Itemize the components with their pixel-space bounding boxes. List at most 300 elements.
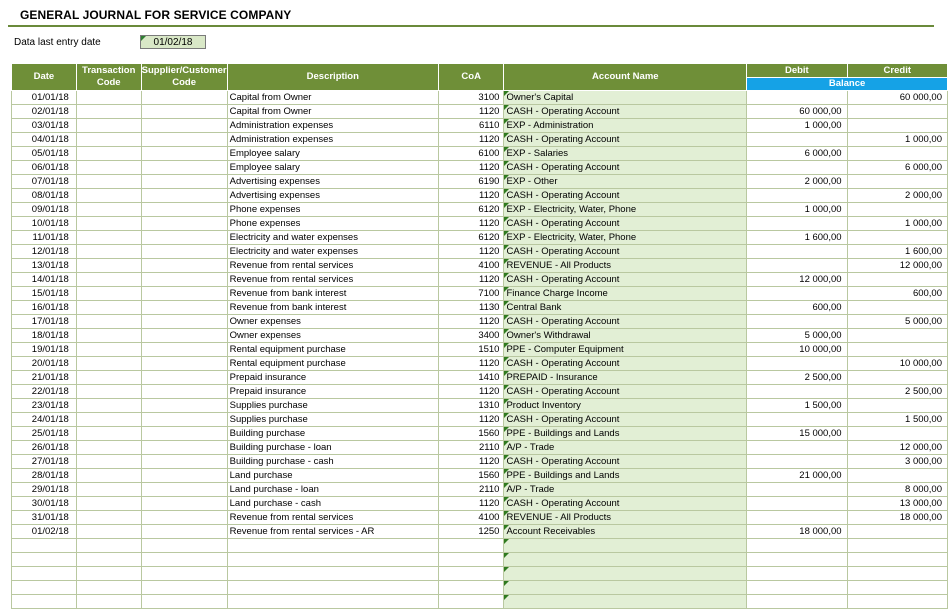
account-name-cell[interactable] — [504, 427, 747, 441]
credit-cell[interactable] — [847, 175, 947, 189]
coa-cell[interactable]: 1250 — [438, 525, 504, 539]
credit-cell[interactable] — [847, 399, 947, 413]
header-debit[interactable]: Debit — [747, 64, 847, 78]
account-name-cell[interactable] — [504, 217, 747, 231]
account-name-cell[interactable] — [504, 175, 747, 189]
supplier-code-cell[interactable] — [141, 273, 227, 287]
credit-cell[interactable]: 18 000,00 — [847, 511, 947, 525]
supplier-code-cell[interactable] — [141, 189, 227, 203]
account-name-cell[interactable] — [504, 595, 747, 609]
description-cell[interactable]: Revenue from rental services — [227, 273, 438, 287]
transaction-code-cell[interactable] — [76, 119, 141, 133]
credit-cell[interactable] — [847, 581, 947, 595]
coa-cell[interactable]: 1120 — [438, 413, 504, 427]
account-name-cell[interactable] — [504, 301, 747, 315]
debit-cell[interactable]: 2 500,00 — [747, 371, 847, 385]
credit-cell[interactable]: 13 000,00 — [847, 497, 947, 511]
transaction-code-cell[interactable] — [76, 371, 141, 385]
transaction-code-cell[interactable] — [76, 105, 141, 119]
credit-cell[interactable]: 5 000,00 — [847, 315, 947, 329]
coa-cell[interactable]: 1120 — [438, 245, 504, 259]
transaction-code-cell[interactable] — [76, 231, 141, 245]
description-cell[interactable]: Owner expenses — [227, 329, 438, 343]
supplier-code-cell[interactable] — [141, 441, 227, 455]
transaction-code-cell[interactable] — [76, 287, 141, 301]
description-cell[interactable]: Land purchase - loan — [227, 483, 438, 497]
account-name-cell[interactable] — [504, 329, 747, 343]
supplier-code-cell[interactable] — [141, 259, 227, 273]
credit-cell[interactable] — [847, 343, 947, 357]
account-name-cell[interactable] — [504, 161, 747, 175]
credit-cell[interactable] — [847, 203, 947, 217]
account-name-cell[interactable] — [504, 147, 747, 161]
description-cell[interactable]: Rental equipment purchase — [227, 343, 438, 357]
transaction-code-cell[interactable] — [76, 399, 141, 413]
supplier-code-cell[interactable] — [141, 539, 227, 553]
date-cell[interactable]: 28/01/18 — [12, 469, 77, 483]
credit-cell[interactable] — [847, 273, 947, 287]
date-cell[interactable]: 02/01/18 — [12, 105, 77, 119]
transaction-code-cell[interactable] — [76, 469, 141, 483]
coa-cell[interactable]: 3400 — [438, 329, 504, 343]
debit-cell[interactable] — [747, 385, 847, 399]
date-cell[interactable]: 05/01/18 — [12, 147, 77, 161]
debit-cell[interactable]: 1 600,00 — [747, 231, 847, 245]
account-name-cell[interactable] — [504, 455, 747, 469]
date-cell[interactable]: 04/01/18 — [12, 133, 77, 147]
account-name-cell[interactable] — [504, 371, 747, 385]
credit-cell[interactable]: 6 000,00 — [847, 161, 947, 175]
debit-cell[interactable] — [747, 245, 847, 259]
description-cell[interactable]: Revenue from bank interest — [227, 287, 438, 301]
debit-cell[interactable] — [747, 357, 847, 371]
description-cell[interactable]: Phone expenses — [227, 203, 438, 217]
credit-cell[interactable]: 10 000,00 — [847, 357, 947, 371]
account-name-cell[interactable] — [504, 245, 747, 259]
supplier-code-cell[interactable] — [141, 343, 227, 357]
credit-cell[interactable] — [847, 329, 947, 343]
supplier-code-cell[interactable] — [141, 525, 227, 539]
transaction-code-cell[interactable] — [76, 413, 141, 427]
supplier-code-cell[interactable] — [141, 469, 227, 483]
debit-cell[interactable]: 6 000,00 — [747, 147, 847, 161]
date-cell[interactable]: 25/01/18 — [12, 427, 77, 441]
transaction-code-cell[interactable] — [76, 273, 141, 287]
coa-cell[interactable] — [438, 539, 504, 553]
supplier-code-cell[interactable] — [141, 147, 227, 161]
description-cell[interactable]: Employee salary — [227, 161, 438, 175]
account-name-cell[interactable] — [504, 525, 747, 539]
coa-cell[interactable]: 1410 — [438, 371, 504, 385]
description-cell[interactable]: Phone expenses — [227, 217, 438, 231]
supplier-code-cell[interactable] — [141, 301, 227, 315]
credit-cell[interactable] — [847, 301, 947, 315]
description-cell[interactable] — [227, 567, 438, 581]
coa-cell[interactable] — [438, 595, 504, 609]
account-name-cell[interactable] — [504, 259, 747, 273]
date-cell[interactable]: 10/01/18 — [12, 217, 77, 231]
date-cell[interactable]: 16/01/18 — [12, 301, 77, 315]
coa-cell[interactable]: 1120 — [438, 105, 504, 119]
description-cell[interactable]: Supplies purchase — [227, 413, 438, 427]
supplier-code-cell[interactable] — [141, 511, 227, 525]
date-cell[interactable]: 01/02/18 — [12, 525, 77, 539]
description-cell[interactable]: Land purchase - cash — [227, 497, 438, 511]
debit-cell[interactable]: 600,00 — [747, 301, 847, 315]
debit-cell[interactable] — [747, 91, 847, 105]
description-cell[interactable]: Rental equipment purchase — [227, 357, 438, 371]
date-cell[interactable]: 14/01/18 — [12, 273, 77, 287]
coa-cell[interactable]: 1120 — [438, 357, 504, 371]
date-cell[interactable]: 08/01/18 — [12, 189, 77, 203]
header-account-name[interactable]: Account Name — [504, 64, 747, 91]
credit-cell[interactable]: 12 000,00 — [847, 441, 947, 455]
transaction-code-cell[interactable] — [76, 427, 141, 441]
coa-cell[interactable]: 7100 — [438, 287, 504, 301]
credit-cell[interactable] — [847, 427, 947, 441]
description-cell[interactable]: Administration expenses — [227, 119, 438, 133]
debit-cell[interactable] — [747, 483, 847, 497]
credit-cell[interactable] — [847, 567, 947, 581]
supplier-code-cell[interactable] — [141, 399, 227, 413]
coa-cell[interactable]: 4100 — [438, 511, 504, 525]
date-cell[interactable]: 13/01/18 — [12, 259, 77, 273]
date-cell[interactable]: 07/01/18 — [12, 175, 77, 189]
description-cell[interactable]: Building purchase - cash — [227, 455, 438, 469]
date-cell[interactable] — [12, 567, 77, 581]
account-name-cell[interactable] — [504, 203, 747, 217]
coa-cell[interactable]: 6190 — [438, 175, 504, 189]
coa-cell[interactable]: 6100 — [438, 147, 504, 161]
transaction-code-cell[interactable] — [76, 441, 141, 455]
debit-cell[interactable] — [747, 189, 847, 203]
header-balance[interactable]: Balance — [747, 78, 948, 91]
account-name-cell[interactable] — [504, 483, 747, 497]
date-cell[interactable]: 11/01/18 — [12, 231, 77, 245]
description-cell[interactable]: Capital from Owner — [227, 91, 438, 105]
debit-cell[interactable] — [747, 413, 847, 427]
supplier-code-cell[interactable] — [141, 217, 227, 231]
debit-cell[interactable] — [747, 441, 847, 455]
transaction-code-cell[interactable] — [76, 203, 141, 217]
transaction-code-cell[interactable] — [76, 385, 141, 399]
date-cell[interactable]: 29/01/18 — [12, 483, 77, 497]
transaction-code-cell[interactable] — [76, 217, 141, 231]
coa-cell[interactable]: 1560 — [438, 469, 504, 483]
description-cell[interactable]: Advertising expenses — [227, 175, 438, 189]
account-name-cell[interactable] — [504, 189, 747, 203]
description-cell[interactable]: Electricity and water expenses — [227, 231, 438, 245]
credit-cell[interactable]: 1 600,00 — [847, 245, 947, 259]
description-cell[interactable]: Revenue from rental services - AR — [227, 525, 438, 539]
date-cell[interactable]: 06/01/18 — [12, 161, 77, 175]
date-cell[interactable]: 15/01/18 — [12, 287, 77, 301]
description-cell[interactable]: Revenue from rental services — [227, 511, 438, 525]
debit-cell[interactable] — [747, 511, 847, 525]
header-date[interactable]: Date — [12, 64, 77, 91]
debit-cell[interactable] — [747, 455, 847, 469]
description-cell[interactable] — [227, 595, 438, 609]
credit-cell[interactable]: 8 000,00 — [847, 483, 947, 497]
date-cell[interactable]: 20/01/18 — [12, 357, 77, 371]
coa-cell[interactable]: 6120 — [438, 203, 504, 217]
description-cell[interactable] — [227, 539, 438, 553]
coa-cell[interactable]: 1120 — [438, 315, 504, 329]
coa-cell[interactable]: 2110 — [438, 483, 504, 497]
credit-cell[interactable]: 60 000,00 — [847, 91, 947, 105]
account-name-cell[interactable] — [504, 133, 747, 147]
account-name-cell[interactable] — [504, 399, 747, 413]
supplier-code-cell[interactable] — [141, 413, 227, 427]
date-cell[interactable]: 09/01/18 — [12, 203, 77, 217]
transaction-code-cell[interactable] — [76, 539, 141, 553]
debit-cell[interactable] — [747, 287, 847, 301]
coa-cell[interactable]: 1120 — [438, 273, 504, 287]
date-cell[interactable]: 19/01/18 — [12, 343, 77, 357]
supplier-code-cell[interactable] — [141, 357, 227, 371]
debit-cell[interactable] — [747, 259, 847, 273]
debit-cell[interactable]: 2 000,00 — [747, 175, 847, 189]
supplier-code-cell[interactable] — [141, 553, 227, 567]
transaction-code-cell[interactable] — [76, 581, 141, 595]
description-cell[interactable]: Land purchase — [227, 469, 438, 483]
account-name-cell[interactable] — [504, 553, 747, 567]
transaction-code-cell[interactable] — [76, 301, 141, 315]
debit-cell[interactable]: 21 000,00 — [747, 469, 847, 483]
debit-cell[interactable] — [747, 497, 847, 511]
transaction-code-cell[interactable] — [76, 189, 141, 203]
debit-cell[interactable]: 15 000,00 — [747, 427, 847, 441]
credit-cell[interactable]: 2 500,00 — [847, 385, 947, 399]
credit-cell[interactable] — [847, 147, 947, 161]
supplier-code-cell[interactable] — [141, 497, 227, 511]
date-cell[interactable]: 12/01/18 — [12, 245, 77, 259]
transaction-code-cell[interactable] — [76, 553, 141, 567]
coa-cell[interactable]: 6120 — [438, 231, 504, 245]
account-name-cell[interactable] — [504, 315, 747, 329]
description-cell[interactable]: Owner expenses — [227, 315, 438, 329]
transaction-code-cell[interactable] — [76, 91, 141, 105]
transaction-code-cell[interactable] — [76, 567, 141, 581]
coa-cell[interactable]: 1560 — [438, 427, 504, 441]
supplier-code-cell[interactable] — [141, 231, 227, 245]
date-cell[interactable] — [12, 539, 77, 553]
transaction-code-cell[interactable] — [76, 315, 141, 329]
date-cell[interactable] — [12, 595, 77, 609]
header-credit[interactable]: Credit — [847, 64, 947, 78]
credit-cell[interactable]: 1 000,00 — [847, 217, 947, 231]
coa-cell[interactable]: 4100 — [438, 259, 504, 273]
account-name-cell[interactable] — [504, 413, 747, 427]
date-cell[interactable] — [12, 553, 77, 567]
transaction-code-cell[interactable] — [76, 329, 141, 343]
date-cell[interactable]: 17/01/18 — [12, 315, 77, 329]
debit-cell[interactable] — [747, 217, 847, 231]
credit-cell[interactable]: 3 000,00 — [847, 455, 947, 469]
supplier-code-cell[interactable] — [141, 105, 227, 119]
transaction-code-cell[interactable] — [76, 497, 141, 511]
supplier-code-cell[interactable] — [141, 329, 227, 343]
coa-cell[interactable]: 1120 — [438, 385, 504, 399]
debit-cell[interactable]: 1 000,00 — [747, 203, 847, 217]
coa-cell[interactable]: 1120 — [438, 455, 504, 469]
debit-cell[interactable] — [747, 539, 847, 553]
credit-cell[interactable] — [847, 371, 947, 385]
coa-cell[interactable]: 6110 — [438, 119, 504, 133]
date-cell[interactable]: 27/01/18 — [12, 455, 77, 469]
supplier-code-cell[interactable] — [141, 203, 227, 217]
credit-cell[interactable] — [847, 525, 947, 539]
date-cell[interactable]: 23/01/18 — [12, 399, 77, 413]
coa-cell[interactable] — [438, 553, 504, 567]
account-name-cell[interactable] — [504, 105, 747, 119]
description-cell[interactable]: Building purchase — [227, 427, 438, 441]
date-cell[interactable]: 21/01/18 — [12, 371, 77, 385]
transaction-code-cell[interactable] — [76, 511, 141, 525]
debit-cell[interactable]: 18 000,00 — [747, 525, 847, 539]
credit-cell[interactable] — [847, 595, 947, 609]
debit-cell[interactable] — [747, 581, 847, 595]
debit-cell[interactable]: 10 000,00 — [747, 343, 847, 357]
date-cell[interactable]: 01/01/18 — [12, 91, 77, 105]
supplier-code-cell[interactable] — [141, 385, 227, 399]
last-entry-date-cell[interactable] — [140, 35, 206, 49]
transaction-code-cell[interactable] — [76, 147, 141, 161]
debit-cell[interactable]: 60 000,00 — [747, 105, 847, 119]
description-cell[interactable]: Revenue from rental services — [227, 259, 438, 273]
coa-cell[interactable]: 3100 — [438, 91, 504, 105]
account-name-cell[interactable] — [504, 511, 747, 525]
account-name-cell[interactable] — [504, 231, 747, 245]
credit-cell[interactable]: 600,00 — [847, 287, 947, 301]
description-cell[interactable] — [227, 553, 438, 567]
header-transaction-code[interactable]: Transaction Code — [76, 64, 141, 91]
description-cell[interactable]: Supplies purchase — [227, 399, 438, 413]
description-cell[interactable]: Prepaid insurance — [227, 385, 438, 399]
debit-cell[interactable]: 12 000,00 — [747, 273, 847, 287]
debit-cell[interactable]: 5 000,00 — [747, 329, 847, 343]
coa-cell[interactable]: 1120 — [438, 161, 504, 175]
transaction-code-cell[interactable] — [76, 259, 141, 273]
account-name-cell[interactable] — [504, 497, 747, 511]
account-name-cell[interactable] — [504, 91, 747, 105]
account-name-cell[interactable] — [504, 539, 747, 553]
coa-cell[interactable]: 1120 — [438, 217, 504, 231]
coa-cell[interactable]: 1120 — [438, 133, 504, 147]
credit-cell[interactable] — [847, 469, 947, 483]
transaction-code-cell[interactable] — [76, 245, 141, 259]
description-cell[interactable]: Electricity and water expenses — [227, 245, 438, 259]
date-cell[interactable]: 24/01/18 — [12, 413, 77, 427]
supplier-code-cell[interactable] — [141, 483, 227, 497]
header-supplier-code[interactable]: Supplier/Customer Code — [141, 64, 227, 91]
description-cell[interactable]: Advertising expenses — [227, 189, 438, 203]
coa-cell[interactable]: 1120 — [438, 189, 504, 203]
account-name-cell[interactable] — [504, 385, 747, 399]
supplier-code-cell[interactable] — [141, 161, 227, 175]
supplier-code-cell[interactable] — [141, 91, 227, 105]
description-cell[interactable] — [227, 581, 438, 595]
supplier-code-cell[interactable] — [141, 371, 227, 385]
account-name-cell[interactable] — [504, 567, 747, 581]
transaction-code-cell[interactable] — [76, 175, 141, 189]
coa-cell[interactable]: 1120 — [438, 497, 504, 511]
date-cell[interactable]: 31/01/18 — [12, 511, 77, 525]
date-cell[interactable]: 26/01/18 — [12, 441, 77, 455]
coa-cell[interactable] — [438, 567, 504, 581]
coa-cell[interactable] — [438, 581, 504, 595]
credit-cell[interactable] — [847, 105, 947, 119]
coa-cell[interactable]: 1310 — [438, 399, 504, 413]
account-name-cell[interactable] — [504, 469, 747, 483]
credit-cell[interactable] — [847, 119, 947, 133]
credit-cell[interactable]: 1 000,00 — [847, 133, 947, 147]
account-name-cell[interactable] — [504, 343, 747, 357]
debit-cell[interactable]: 1 500,00 — [747, 399, 847, 413]
description-cell[interactable]: Capital from Owner — [227, 105, 438, 119]
supplier-code-cell[interactable] — [141, 245, 227, 259]
description-cell[interactable]: Employee salary — [227, 147, 438, 161]
transaction-code-cell[interactable] — [76, 133, 141, 147]
header-description[interactable]: Description — [227, 64, 438, 91]
transaction-code-cell[interactable] — [76, 357, 141, 371]
supplier-code-cell[interactable] — [141, 567, 227, 581]
transaction-code-cell[interactable] — [76, 595, 141, 609]
supplier-code-cell[interactable] — [141, 119, 227, 133]
description-cell[interactable]: Revenue from bank interest — [227, 301, 438, 315]
transaction-code-cell[interactable] — [76, 525, 141, 539]
transaction-code-cell[interactable] — [76, 483, 141, 497]
transaction-code-cell[interactable] — [76, 455, 141, 469]
coa-cell[interactable]: 1510 — [438, 343, 504, 357]
coa-cell[interactable]: 2110 — [438, 441, 504, 455]
coa-cell[interactable]: 1130 — [438, 301, 504, 315]
supplier-code-cell[interactable] — [141, 595, 227, 609]
transaction-code-cell[interactable] — [76, 161, 141, 175]
header-coa[interactable]: CoA — [438, 64, 504, 91]
debit-cell[interactable] — [747, 595, 847, 609]
date-cell[interactable] — [12, 581, 77, 595]
credit-cell[interactable]: 12 000,00 — [847, 259, 947, 273]
debit-cell[interactable]: 1 000,00 — [747, 119, 847, 133]
supplier-code-cell[interactable] — [141, 581, 227, 595]
description-cell[interactable]: Building purchase - loan — [227, 441, 438, 455]
date-cell[interactable]: 30/01/18 — [12, 497, 77, 511]
supplier-code-cell[interactable] — [141, 455, 227, 469]
supplier-code-cell[interactable] — [141, 133, 227, 147]
account-name-cell[interactable] — [504, 357, 747, 371]
supplier-code-cell[interactable] — [141, 427, 227, 441]
credit-cell[interactable]: 2 000,00 — [847, 189, 947, 203]
date-cell[interactable]: 22/01/18 — [12, 385, 77, 399]
description-cell[interactable]: Prepaid insurance — [227, 371, 438, 385]
debit-cell[interactable] — [747, 553, 847, 567]
account-name-cell[interactable] — [504, 287, 747, 301]
transaction-code-cell[interactable] — [76, 343, 141, 357]
description-cell[interactable]: Administration expenses — [227, 133, 438, 147]
account-name-cell[interactable] — [504, 119, 747, 133]
credit-cell[interactable] — [847, 231, 947, 245]
account-name-cell[interactable] — [504, 581, 747, 595]
supplier-code-cell[interactable] — [141, 175, 227, 189]
debit-cell[interactable] — [747, 315, 847, 329]
account-name-cell[interactable] — [504, 441, 747, 455]
account-name-cell[interactable] — [504, 273, 747, 287]
date-cell[interactable]: 03/01/18 — [12, 119, 77, 133]
debit-cell[interactable] — [747, 161, 847, 175]
debit-cell[interactable] — [747, 133, 847, 147]
debit-cell[interactable] — [747, 567, 847, 581]
